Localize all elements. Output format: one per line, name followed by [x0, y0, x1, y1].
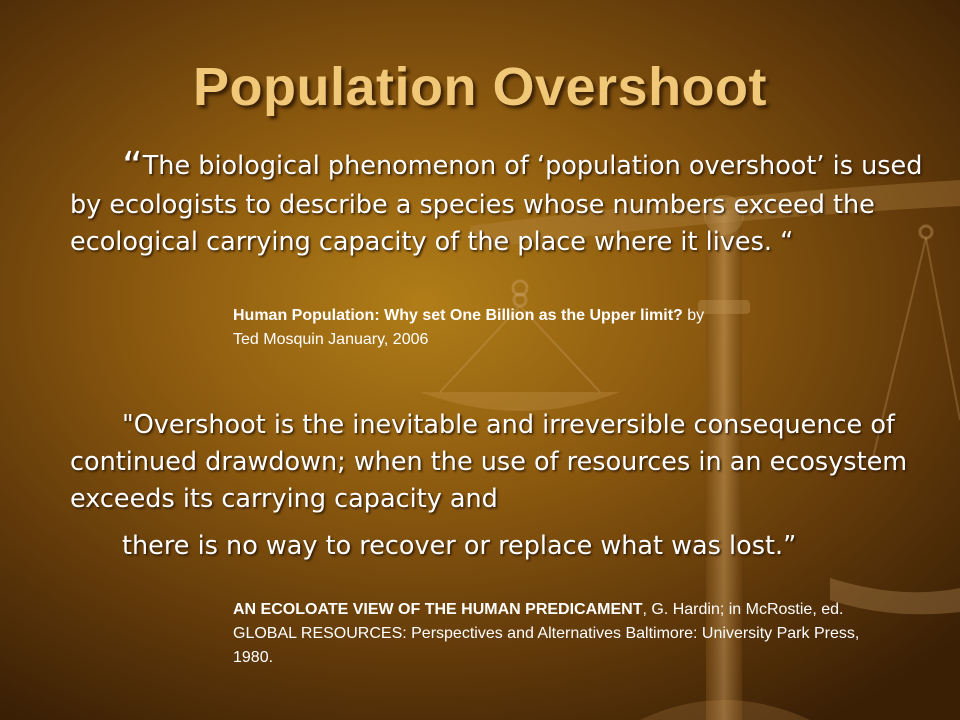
citation-hardin [233, 598, 893, 670]
quote-overshoot [70, 407, 940, 565]
citation-hardin-title: AN ECOLOATE VIEW OF THE HUMAN PREDICAMENT [233, 601, 643, 618]
citation-hardin-rest: , G. Hardin; in McRostie, ed. GLOBAL RESOURCES: Perspectives and Alternatives Baltimore: University Park Press, 1980. [233, 601, 860, 666]
quote-ecologists-text: The biological phenomenon of ‘population overshoot’ is used by ecologists to describe a species whose numbers exceed the ecological carrying capacity of the place where it lives. “ [70, 151, 923, 257]
quote-ecologists [70, 144, 940, 261]
quote-overshoot-last-line: there is no way to recover or replace what was lost.” [122, 531, 797, 561]
citation-mosquin-title: Human Population: Why set One Billion as the Upper limit? [233, 307, 683, 324]
citation-mosquin-author-date: Ted Mosquin January, 2006 [233, 331, 429, 348]
citation-mosquin-by: by [682, 307, 705, 324]
citation-mosquin [233, 304, 873, 352]
quote-overshoot-text: "Overshoot is the inevitable and irreversible consequence of continued drawdown; when the use of resources in an ecosystem exceeds its carrying capacity and [70, 410, 908, 514]
slide-title: Population Overshoot [192, 57, 768, 117]
open-quote-mark: “ [122, 144, 143, 190]
